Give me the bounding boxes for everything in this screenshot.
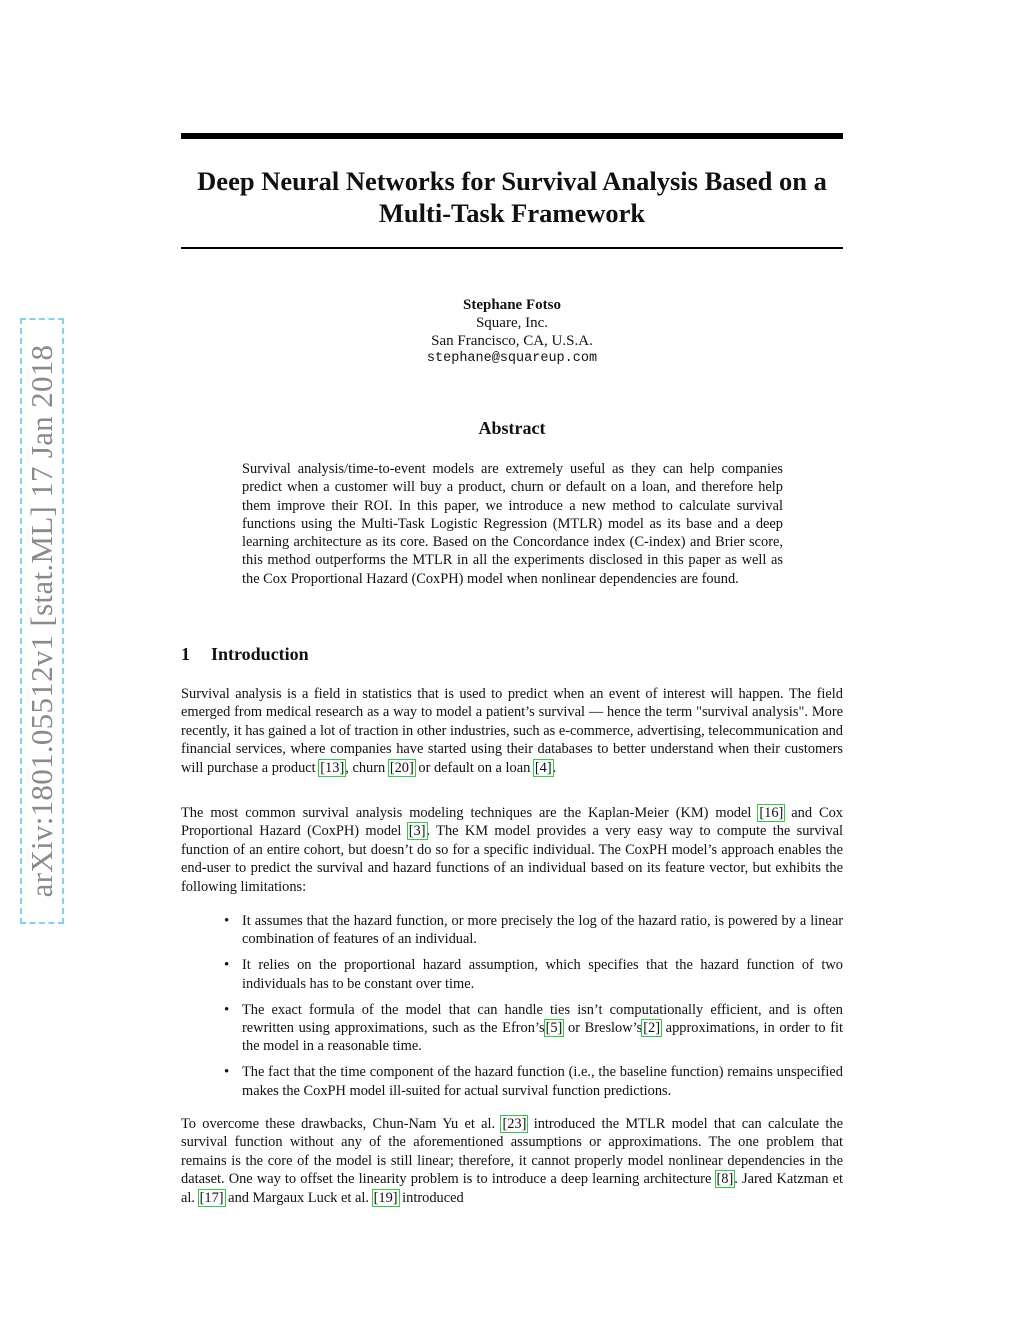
citation-link[interactable]: [5] [545, 1020, 563, 1037]
text-run: introduced the MTLR model that can calculate the survival function without any of the aforementioned assumptions or approximations. The one problem that remains is the core of the model is still linear; therefore, it cannot properly model nonlinear dependencies in the dataset. One way to offset the linearity problem is to introduce a deep learning architecture [181, 1116, 843, 1188]
author-affiliation: Square, Inc. [475, 315, 549, 331]
arxiv-identifier-text: arXiv:1801.05512v1 [stat.ML] 17 Jan 2018 [24, 344, 59, 898]
citation-link[interactable]: [13] [320, 759, 345, 776]
text-run: and Cox Proportional Hazard (CoxPH) model [181, 805, 843, 840]
text-run: To overcome these drawbacks, Chun-Nam Yu et al. [181, 1116, 502, 1132]
citation-link[interactable]: [20] [389, 759, 414, 776]
title-bottom-rule [181, 247, 843, 249]
author-name: Stephane Fotso [463, 297, 561, 313]
author-location: San Francisco, CA, U.S.A. [431, 333, 593, 349]
citation-link[interactable]: [4] [534, 759, 552, 776]
list-item: • It relies on the proportional hazard assumption, which specifies that the hazard function of two individuals has to be constant over time. [181, 956, 843, 993]
text-run: and Margaux Luck et al. [224, 1189, 373, 1206]
list-item [181, 1001, 843, 1056]
title-top-rule [181, 133, 843, 139]
text-run: . Jared Katzman et al. [181, 1171, 843, 1206]
paper-title: Deep Neural Networks for Survival Analysis Based on a Multi-Task Framework [197, 166, 827, 228]
list-item: • It assumes that the hazard function, or more precisely the log of the hazard ratio, is powered by a linear combination of features of an individual. [181, 912, 843, 949]
text-run: Survival analysis is a field in statistics that is used to predict when an event of interest will happen. The field emerged from medical research as a way to model a patient’s survival — hence the term "survival analysis". More recently, it has gained a lot of traction in other industries, such as e-commerce, advertising, telecommunication and financial services, where companies have started using their databases to better understand when their customers will purchase a product [181, 686, 843, 776]
text-run: , churn [345, 759, 389, 776]
citation-link[interactable]: [16] [759, 805, 784, 821]
text-run: or default on a loan [414, 759, 534, 776]
author-email: stephane@squareup.com [426, 351, 598, 366]
section-title: Introduction [211, 644, 309, 664]
text-run: introduced [398, 1189, 464, 1206]
text-run: approximations, in order to fit the model in a reasonable time. [242, 1020, 844, 1055]
intro-paragraph-1 [181, 685, 843, 777]
text-run: or Breslow’s [563, 1020, 643, 1037]
section-number: 1 [181, 644, 190, 664]
citation-link[interactable]: [3] [408, 823, 426, 840]
abstract-heading: Abstract [478, 418, 546, 438]
arxiv-identifier-stamp [20, 318, 64, 924]
section-heading-introduction [181, 643, 843, 665]
text-run: The exact formula of the model that can handle ties isn’t computationally efficient, and is often rewritten using approximations, such as the Efron’s [242, 1001, 843, 1037]
text-run: The most common survival analysis modeling techniques are the Kaplan-Meier (KM) model [181, 805, 759, 821]
citation-link[interactable]: [2] [643, 1020, 661, 1037]
limitations-list [181, 912, 843, 1108]
text-run: . The KM model provides a very easy way to compute the survival function of an entire cohort, but doesn’t do so for a specific individual. The CoxPH model’s approach enables the end-user to predict the survival and hazard functions of an individual based on its feature vector, but exhibits the following limitations: [181, 823, 843, 895]
intro-paragraph-3 [181, 1115, 843, 1207]
citation-link[interactable]: [19] [373, 1189, 398, 1206]
author-block [181, 296, 843, 368]
text-run: . [552, 759, 557, 776]
citation-link[interactable]: [17] [199, 1189, 224, 1206]
abstract-text: Survival analysis/time-to-event models are extremely useful as they can help companies predict when a customer will buy a product, churn or default on a loan, and therefore help them improve their ROI. In this paper, we introduce a new method to calculate survival functions using the Multi-Task Logistic Regression (MTLR) model as its base and a deep learning architecture as its core. Based on the Concordance index (C-index) and Brier score, this method outperforms the MTLR in all the experiments disclosed in this paper as well as the Cox Proportional Hazard (CoxPH) model when nonlinear dependencies are found. [242, 461, 783, 587]
list-item: • The fact that the time component of the hazard function (i.e., the baseline function) remains unspecified makes the CoxPH model ill-suited for actual survival function predictions. [181, 1063, 843, 1100]
citation-link[interactable]: [23] [502, 1116, 527, 1132]
intro-paragraph-2 [181, 804, 843, 896]
citation-link[interactable]: [8] [716, 1171, 734, 1188]
